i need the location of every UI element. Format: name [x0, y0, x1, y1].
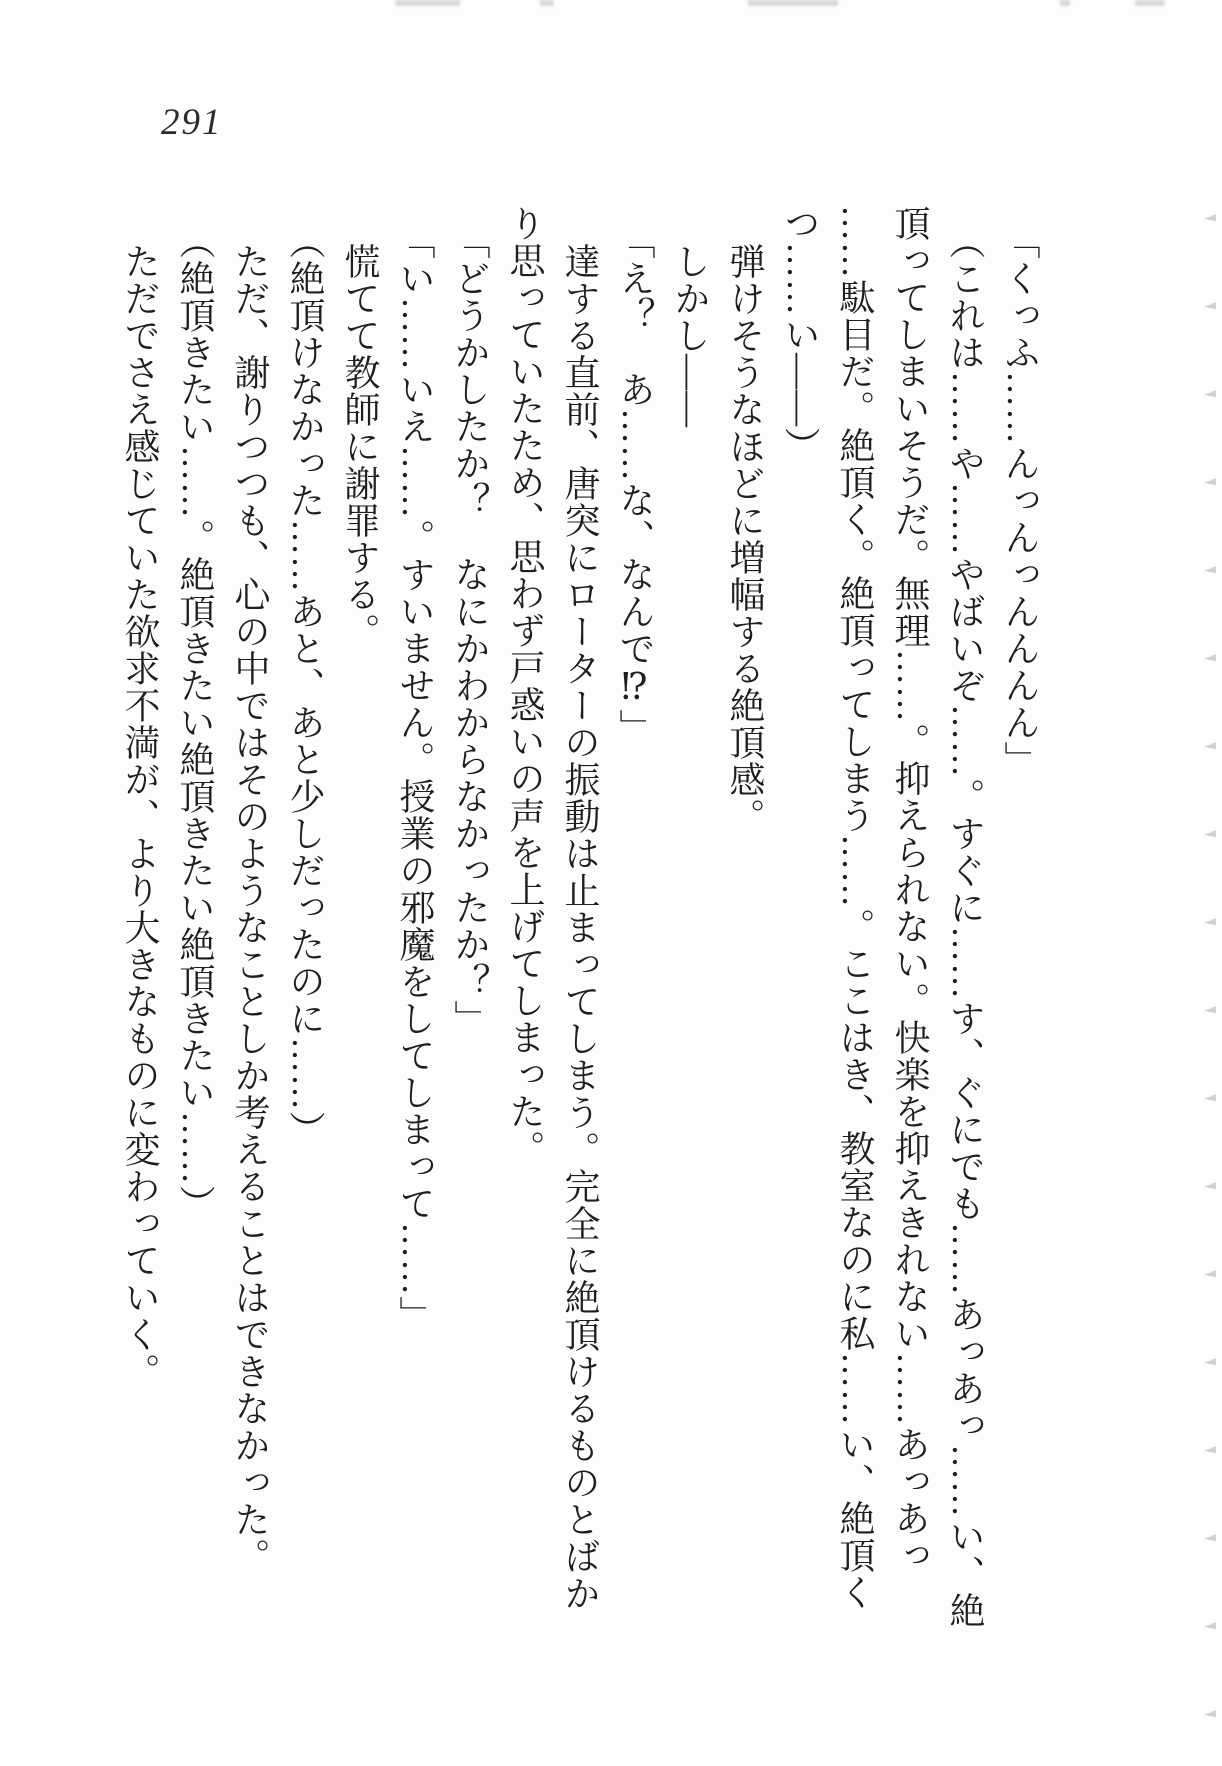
text-line: 「い……いえ……。すいません。授業の邪魔をしてしまって……」	[395, 223, 435, 1333]
text-line: 「くっふ……んっんっんんんん」	[1000, 223, 1040, 778]
text-line: （絶頂きたい……。絶頂きたい絶頂きたい絶頂きたい……）	[175, 223, 215, 1222]
scan-artifact-mark	[1204, 1182, 1216, 1191]
scan-artifact-mark	[1204, 1270, 1216, 1279]
scan-artifact-mark	[1204, 1446, 1216, 1455]
text-line: ただでさえ感じていた欲求不満が、より大きなものに変わっていく。	[120, 243, 160, 1390]
scan-artifact-mark	[1204, 478, 1216, 487]
scan-artifact-mark	[1204, 742, 1216, 751]
text-line: 弾けそうなほどに増幅する絶頂感。	[725, 243, 765, 835]
scan-artifact-mark	[1204, 1094, 1216, 1103]
scan-artifact-mark	[1204, 302, 1216, 311]
text-line: 慌てて教師に謝罪する。	[340, 243, 380, 650]
scan-artifact-mark	[1204, 1622, 1216, 1631]
scan-artifact-mark	[1204, 654, 1216, 663]
page-number: 291	[161, 102, 223, 143]
scan-artifact-mark	[1204, 1358, 1216, 1367]
text-line: （これは……や……やばいぞ……。すぐに……す、ぐにでも……あっあっ……い、絶	[945, 223, 985, 1629]
scan-header-fragment	[395, 0, 460, 6]
scan-artifact-mark	[1204, 566, 1216, 575]
text-line: しかし――	[670, 243, 710, 428]
text-line: 「どうかしたか？ なにかわからなかったか？」	[450, 223, 490, 1037]
scan-artifact-mark	[1204, 1006, 1216, 1015]
scan-artifact-mark	[1204, 390, 1216, 399]
text-line: ……駄目だ。絶頂く。絶頂ってしまう……。ここはき、教室なのに私……い、絶頂く	[835, 205, 875, 1611]
scan-artifact-mark	[1204, 1534, 1216, 1543]
text-line: ただ、謝りつつも、心の中ではそのようなことしか考えることはできなかった。	[230, 243, 270, 1575]
text-line: 頂ってしまいそうだ。無理……。抑えられない。快楽を抑えきれない……あっあっ	[890, 205, 930, 1574]
text-line: 「え？ あ……な、なんで⁉」	[615, 223, 655, 746]
scan-artifact-mark	[1204, 214, 1216, 223]
scan-header-fragment	[748, 0, 838, 6]
scan-artifact-mark	[1204, 830, 1216, 839]
text-line: 達する直前、唐突にローターの振動は止まってしまう。完全に絶頂けるものとばか	[560, 243, 600, 1612]
vertical-text-block	[112, 205, 1047, 1635]
text-line: （絶頂けなかった……あと、あと少しだったのに……）	[285, 223, 325, 1148]
scan-artifact-mark	[1204, 918, 1216, 927]
scan-header-fragment	[540, 0, 554, 6]
scan-header-fragment	[1135, 0, 1165, 6]
scan-header-fragment	[1060, 0, 1070, 6]
text-line: つ……い――）	[780, 205, 820, 464]
text-line: り思っていたため、思わず戸惑いの声を上げてしまった。	[505, 205, 545, 1167]
scan-artifact-mark	[1204, 1710, 1216, 1719]
